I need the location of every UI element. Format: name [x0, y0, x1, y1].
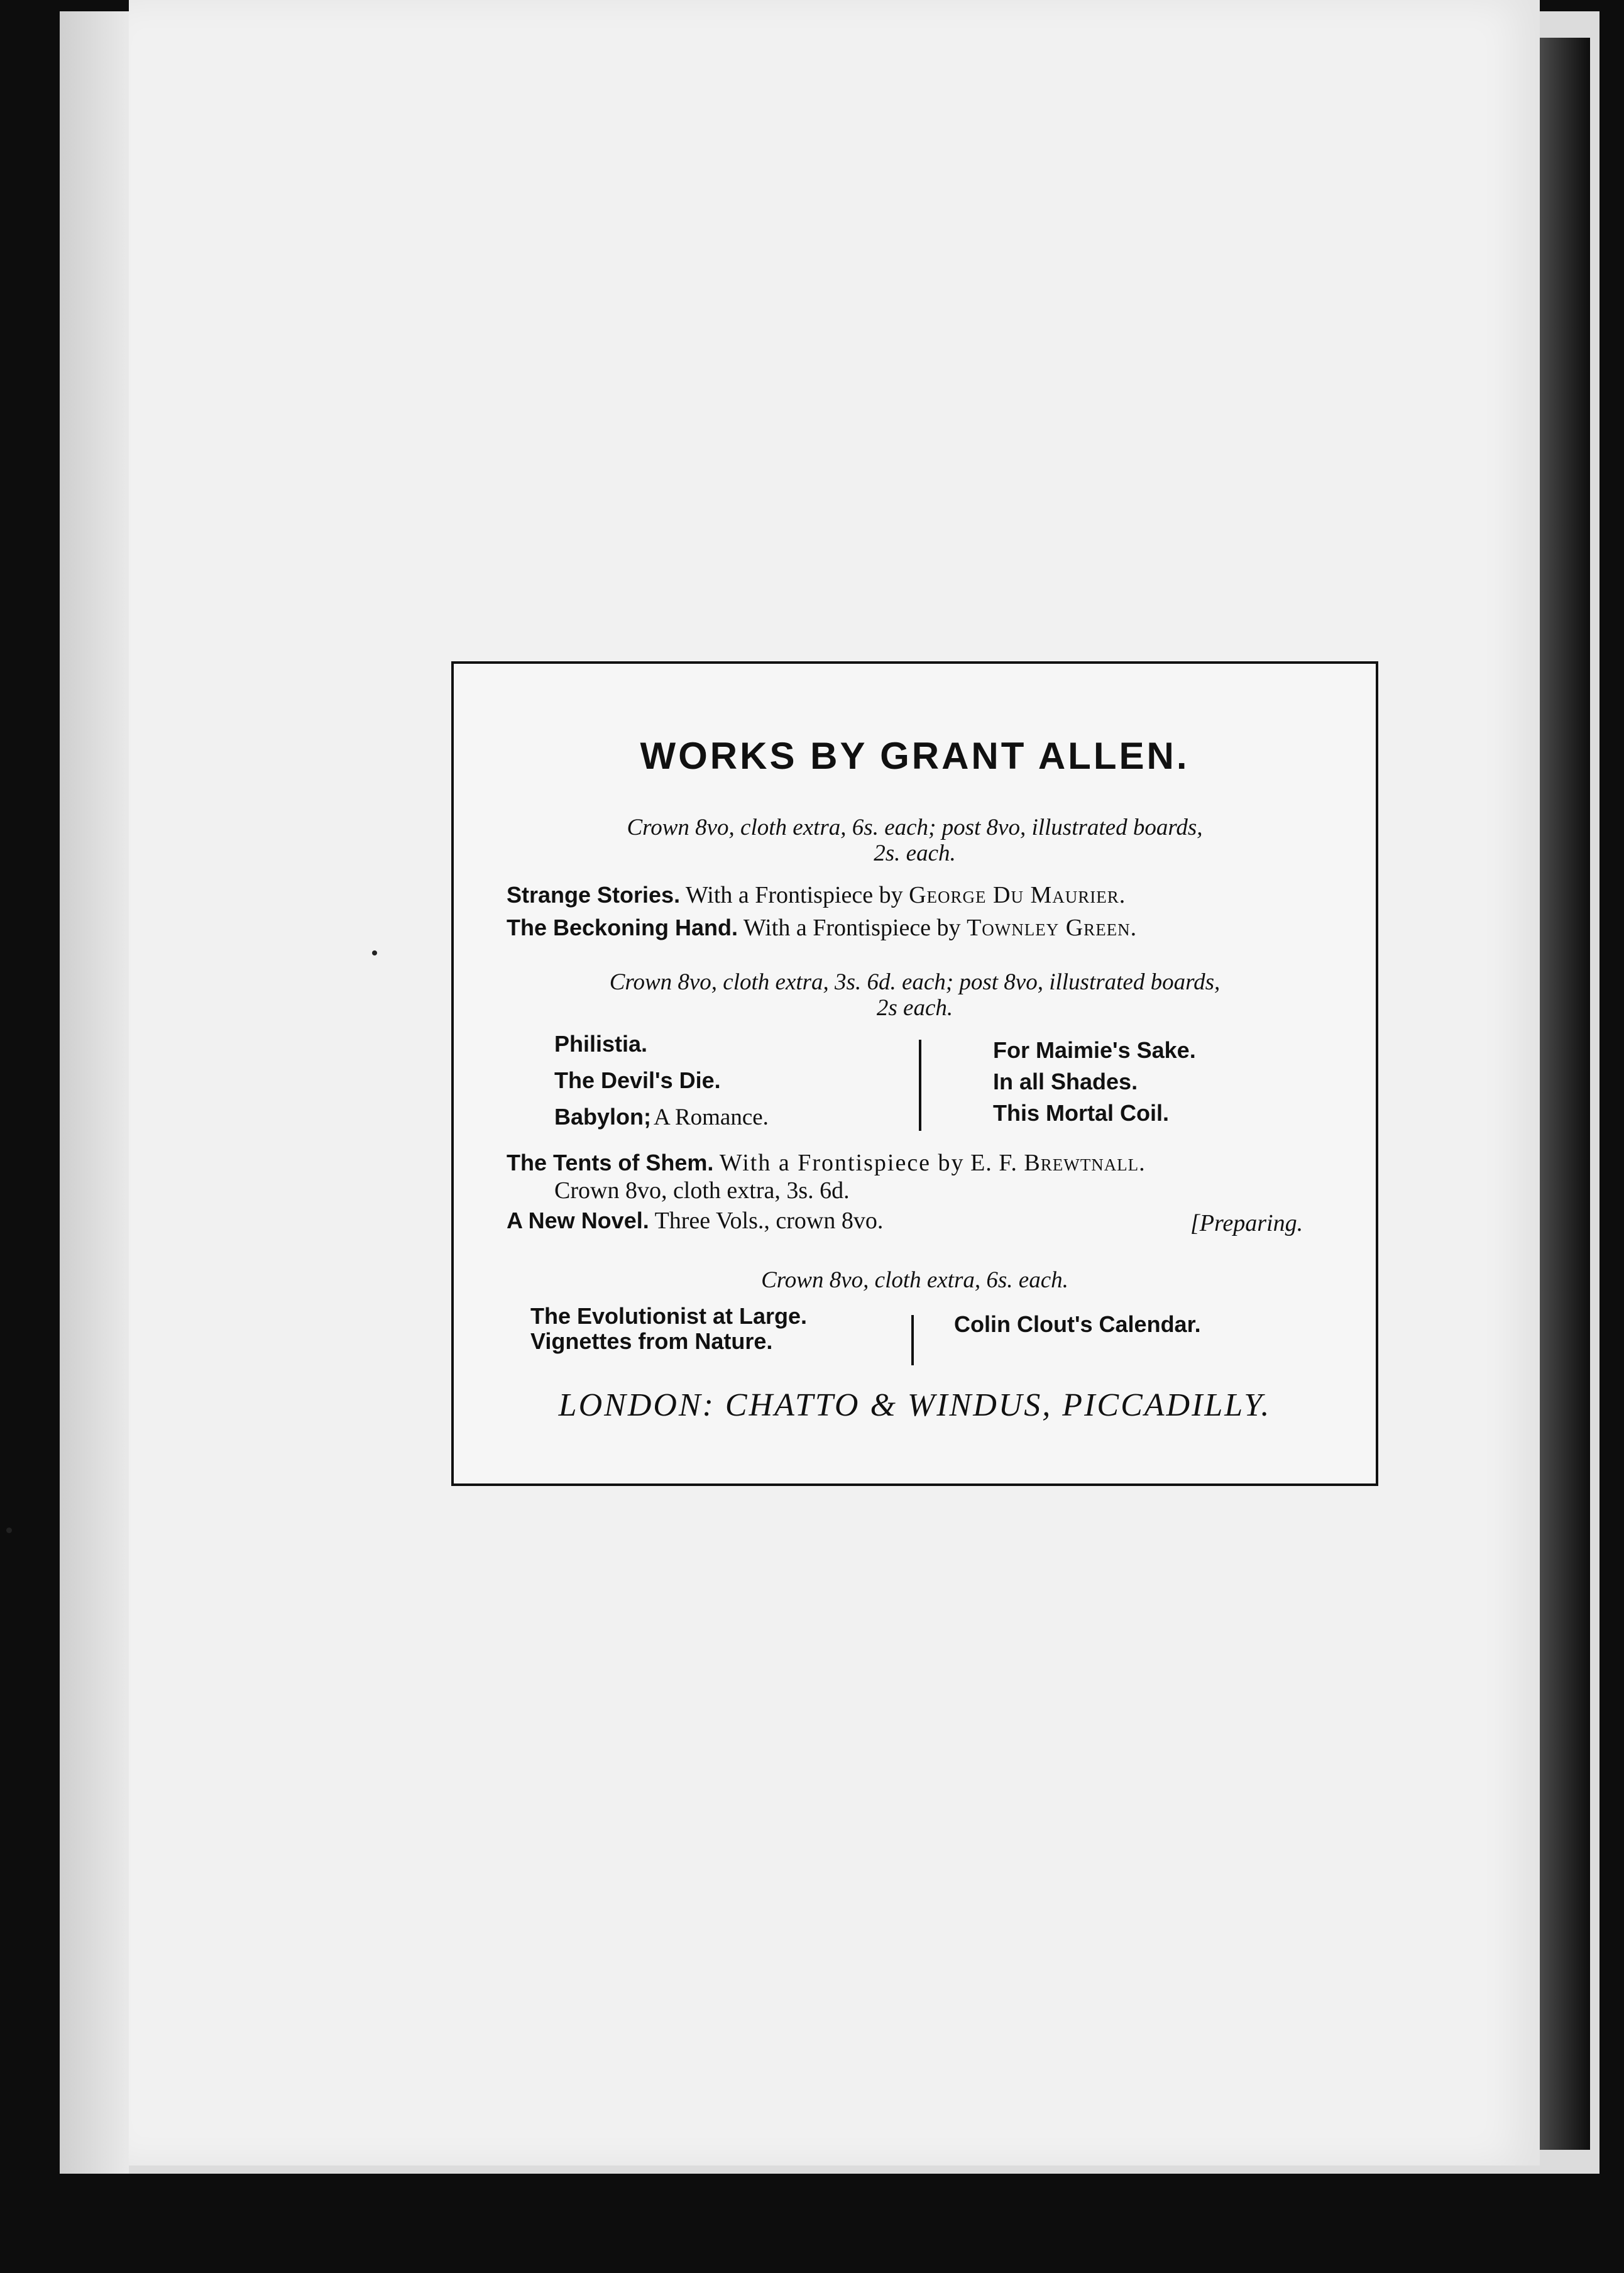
- section2-price-note: Crown 8vo, cloth extra, 3s. 6d. each; post 8vo, illustrated boards, 2s each.: [609, 969, 1221, 1021]
- ad-title: WORKS BY GRANT ALLEN.: [640, 735, 1190, 777]
- book-title: Colin Clout's Calendar.: [954, 1311, 1201, 1337]
- book-title: The Evolutionist at Large.: [530, 1303, 808, 1329]
- preparing-status: [Preparing.: [1190, 1210, 1303, 1236]
- page-edge-shadow: [1540, 38, 1590, 2150]
- book-title: Babylon; A Romance.: [554, 1104, 769, 1130]
- section2-left-column: [554, 1028, 769, 1138]
- book-entry-tents-of-shem-format: Crown 8vo, cloth extra, 3s. 6d.: [554, 1177, 850, 1204]
- book-entry-new-novel: A New Novel. Three Vols., crown 8vo.: [507, 1208, 884, 1234]
- section1-price-note: Crown 8vo, cloth extra, 6s. each; post 8vo, illustrated boards, 2s. each.: [627, 815, 1203, 866]
- book-entry-beckoning-hand: The Beckoning Hand. With a Frontispiece by Townley Green.: [507, 915, 1138, 941]
- book-title: Vignettes from Nature.: [530, 1328, 773, 1354]
- book-title: This Mortal Coil.: [993, 1100, 1170, 1126]
- book-entry-tents-of-shem: The Tents of Shem. With a Frontispiece by E. F. Brewtnall.: [507, 1150, 1146, 1176]
- book-entry-strange-stories: Strange Stories. With a Frontispiece by George Du Maurier.: [507, 882, 1126, 908]
- ink-speck: [372, 950, 377, 955]
- section4-right-column: [954, 1309, 1201, 1340]
- section4-price-note: Crown 8vo, cloth extra, 6s. each.: [761, 1267, 1068, 1293]
- section2-right-column: [993, 1035, 1196, 1129]
- book-title: Philistia.: [554, 1031, 648, 1057]
- book-title: The Devil's Die.: [554, 1067, 721, 1093]
- column-divider: [919, 1040, 921, 1131]
- book-title: In all Shades.: [993, 1069, 1138, 1094]
- section4-left-column: [530, 1304, 807, 1354]
- book-title: For Maimie's Sake.: [993, 1037, 1196, 1063]
- column-divider: [911, 1315, 914, 1365]
- page-gutter: [60, 11, 129, 2174]
- advertisement-box: [451, 661, 1378, 1486]
- ink-speck: [6, 1527, 12, 1533]
- publisher-imprint: LONDON: CHATTO & WINDUS, PICCADILLY.: [558, 1387, 1271, 1423]
